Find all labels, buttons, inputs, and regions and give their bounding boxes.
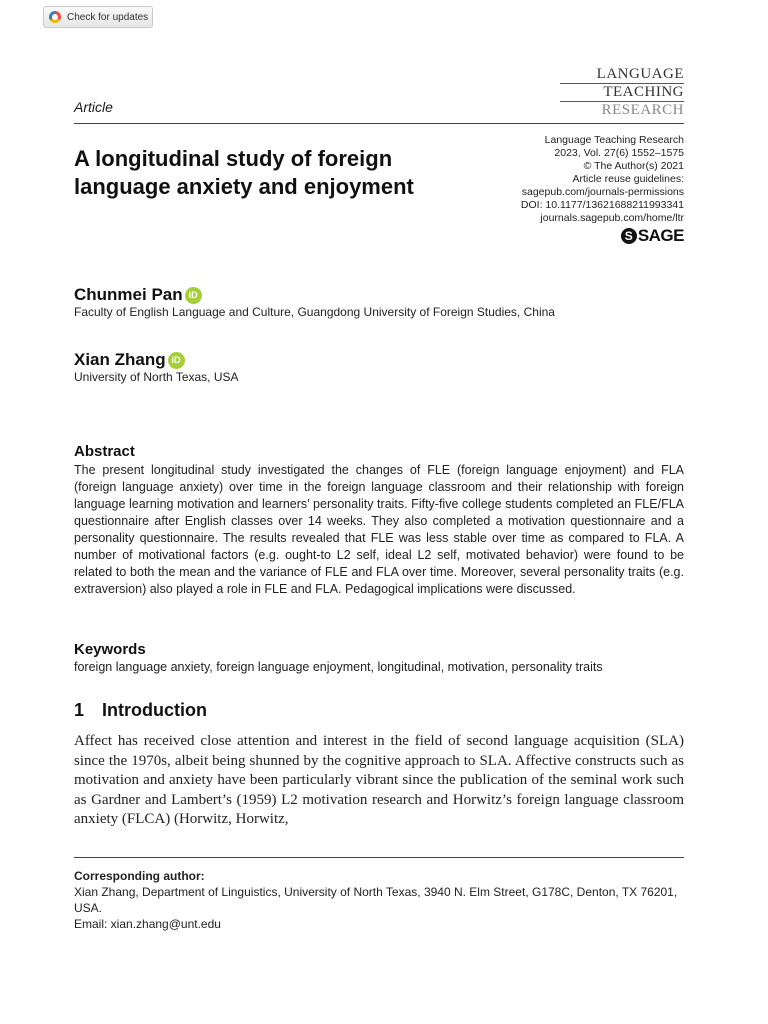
sage-wordmark: SAGE [637, 226, 684, 245]
permissions-link[interactable]: sagepub.com/journals-permissions [521, 186, 684, 198]
author-2-name: Xian Zhang [74, 350, 166, 369]
author-1-name: Chunmei Pan [74, 285, 183, 304]
article-type: Article [74, 99, 113, 115]
keywords-text: foreign language anxiety, foreign language enjoyment, longitudinal, motivation, personality traits [74, 660, 603, 674]
journal-logo-line3: RESEARCH [560, 101, 684, 119]
check-for-updates-button[interactable] [43, 6, 153, 28]
author-2 [74, 350, 185, 370]
orcid-icon[interactable]: iD [168, 352, 185, 369]
doi-link[interactable]: DOI: 10.1177/13621688211993341 [520, 199, 684, 211]
author-2-affiliation: University of North Texas, USA [74, 370, 239, 384]
footnote-divider [74, 857, 684, 858]
volume-info: 2023, Vol. 27(6) 1552–1575 [554, 147, 684, 159]
corresponding-author-email[interactable]: Email: xian.zhang@unt.edu [74, 917, 221, 931]
corresponding-author-address: Xian Zhang, Department of Linguistics, University of North Texas, 3940 N. Elm Street, G178C, Denton, TX 76201, USA. [74, 885, 678, 915]
keywords-heading: Keywords [74, 641, 146, 658]
section-title: Introduction [102, 700, 207, 720]
corresponding-author-label: Corresponding author: [74, 869, 205, 883]
introduction-text: Affect has received close attention and interest in the field of second language acquisition (SLA) since the 1970s, albeit being shunned by the cognitive approach to SLA. Affective constructs such as motivation and anxiety have been particularly vibrant since the publication of the seminal work such as Gardner and Lambert’s (1959) L2 motivation research and Horwitz’s foreign language classroom anxiety (FLCA) (Horwitz, Horwitz, [74, 733, 684, 827]
article-meta [470, 134, 684, 225]
copyright: © The Author(s) 2021 [583, 160, 684, 172]
journal-logo [560, 66, 684, 119]
abstract-text: The present longitudinal study investigated the changes of FLE (foreign language enjoyment) and FLA (foreign language anxiety) over time in the foreign language classroom and their relationship with foreign language learning motivation and learners’ personality traits. Fifty-five college students completed an FLE/FLA questionnaire after English classes over 14 weeks. They also completed a motivation questionnaire and a personality questionnaire. The results revealed that FLE was less stable over time as compared to FLA. A number of motivational factors (e.g. ought-to L2 self, ideal L2 self, motivated behavior) were found to be related to both the mean and the variance of FLE and FLA over time. Moreover, several personality traits (e.g. extraversion) also played a role in FLE and FLA. Pedagogical implications were discussed. [74, 463, 684, 596]
author-1 [74, 285, 202, 305]
journal-logo-line1: LANGUAGE [596, 66, 684, 82]
check-for-updates-label: Check for updates [67, 11, 149, 23]
section-number: 1 [74, 700, 85, 720]
crossmark-icon [49, 11, 61, 23]
journal-name: Language Teaching Research [544, 134, 684, 146]
abstract-heading: Abstract [74, 443, 135, 460]
reuse-guidelines: Article reuse guidelines: [572, 173, 684, 185]
header-divider [74, 123, 684, 124]
introduction-heading [74, 700, 207, 721]
journal-homepage-link[interactable]: journals.sagepub.com/home/ltr [540, 212, 684, 224]
author-1-affiliation: Faculty of English Language and Culture, Guangdong University of Foreign Studies, China [74, 305, 555, 319]
article-title: A longitudinal study of foreign language anxiety and enjoyment [74, 146, 414, 199]
journal-logo-line2: TEACHING [560, 83, 684, 101]
corresponding-author-footnote [74, 868, 684, 932]
sage-mark-icon: S [621, 228, 637, 244]
sage-logo [614, 227, 684, 245]
orcid-icon[interactable]: iD [185, 287, 202, 304]
